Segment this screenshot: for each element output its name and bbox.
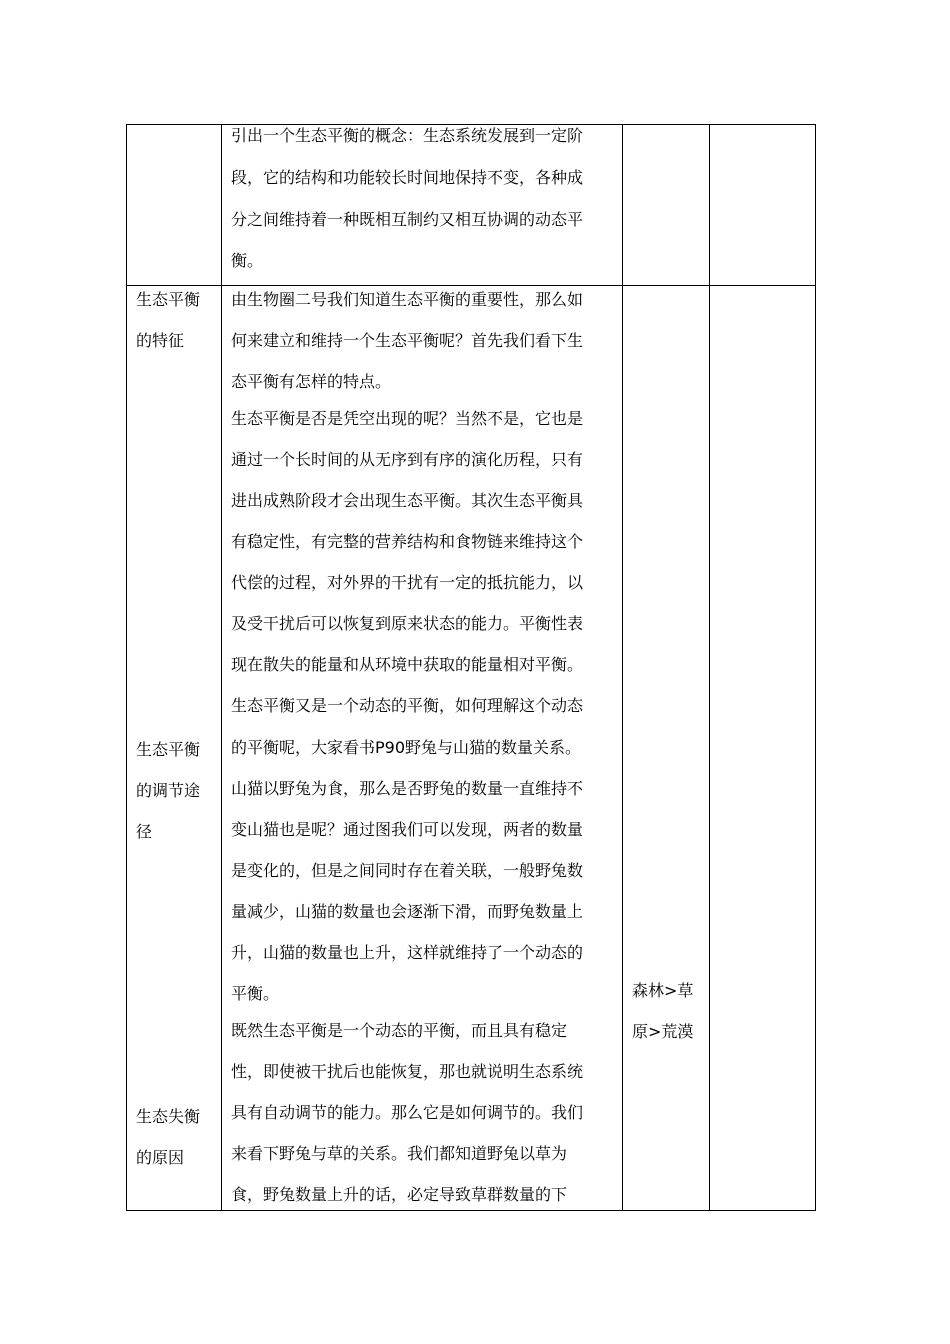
content-line: 具有自动调节的能力。那么它是如何调节的。我们 [231,1103,584,1122]
content-line: 既然生态平衡是一个动态的平衡，而且具有稳定 [231,1021,568,1040]
content-line: 代偿的过程，对外界的干扰有一定的抵抗能力，以 [231,573,584,592]
note-line: 森林>草 [632,981,694,1000]
content-line: 是变化的，但是之间同时存在着关联，一般野兔数 [231,861,584,880]
section-heading: 的原因 [136,1148,185,1167]
content-line: 山猫以野兔为食，那么是否野兔的数量一直维持不 [231,779,584,798]
section-heading: 径 [136,822,153,841]
content-line: 食，野兔数量上升的话，必定导致草群数量的下 [231,1185,568,1204]
content-line: 段，它的结构和功能较长时间地保持不变，各种成 [231,168,584,187]
content-line: 生态平衡又是一个动态的平衡，如何理解这个动态 [231,696,584,715]
section-heading: 的调节途 [136,781,201,800]
content-line: 平衡。 [231,984,280,1003]
content-line: 升，山猫的数量也上升，这样就维持了一个动态的 [231,943,584,962]
table-right-border [815,124,816,1211]
content-line: 性，即使被干扰后也能恢复，那也就说明生态系统 [231,1062,584,1081]
content-line: 衡。 [231,251,264,270]
content-line: 的平衡呢，大家看书P90野兔与山猫的数量关系。 [231,738,582,757]
content-line: 何来建立和维持一个生态平衡呢？首先我们看下生 [231,331,584,350]
section-heading: 生态平衡 [136,290,201,309]
content-line: 及受干扰后可以恢复到原来状态的能力。平衡性表 [231,614,584,633]
content-line: 态平衡有怎样的特点。 [231,372,392,391]
note-line: 原>荒漠 [632,1022,694,1041]
content-line: 引出一个生态平衡的概念：生态系统发展到一定阶 [231,126,584,145]
content-line: 通过一个长时间的从无序到有序的演化历程，只有 [231,450,584,469]
content-line: 量减少，山猫的数量也会逐渐下滑，而野兔数量上 [231,902,584,921]
table-left-border [126,124,127,1211]
content-line: 分之间维持着一种既相互制约又相互协调的动态平 [231,210,584,229]
column-divider-3 [709,124,710,1211]
content-line: 来看下野兔与草的关系。我们都知道野兔以草为 [231,1144,568,1163]
column-divider-2 [622,124,623,1211]
content-line: 生态平衡是否是凭空出现的呢？当然不是，它也是 [231,409,584,428]
content-line: 进出成熟阶段才会出现生态平衡。其次生态平衡具 [231,491,584,510]
content-line: 有稳定性，有完整的营养结构和食物链来维持这个 [231,532,584,551]
section-heading: 生态平衡 [136,740,201,759]
section-heading: 的特征 [136,331,185,350]
column-divider-1 [221,124,222,1211]
content-line: 由生物圈二号我们知道生态平衡的重要性，那么如 [231,290,584,309]
section-heading: 生态失衡 [136,1107,201,1126]
content-line: 变山猫也是呢？通过图我们可以发现，两者的数量 [231,820,584,839]
content-line: 现在散失的能量和从环境中获取的能量相对平衡。 [231,655,584,674]
